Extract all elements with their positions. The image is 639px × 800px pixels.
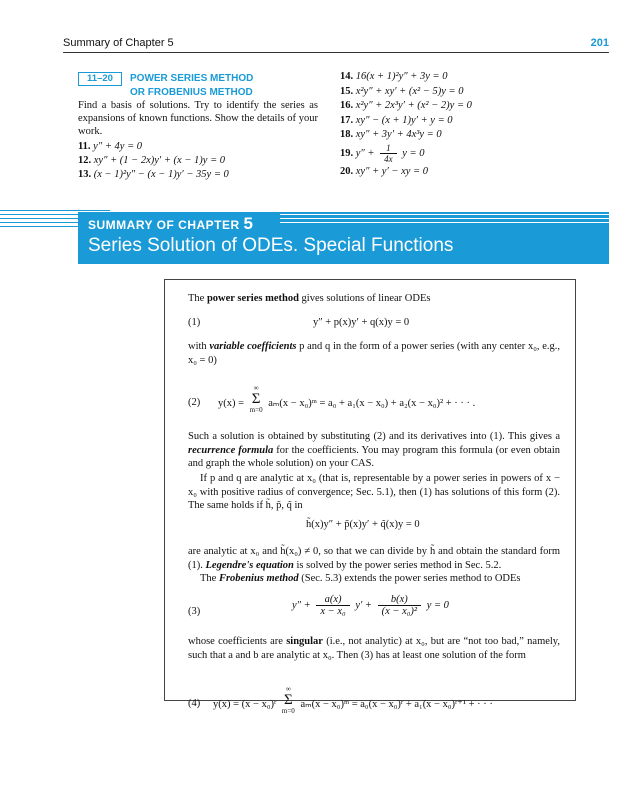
problem-number: 18. <box>340 129 354 140</box>
equation-2-rhs: aₘ(x − x₀)ᵐ = a₀ + a₁(x − x₀) + a₂(x − x₀)² + · · · . <box>268 398 476 409</box>
equation-4 <box>213 685 493 716</box>
text-span: p and q in the form of a power series (with any center x₀, e.g., x₀ = 0) <box>188 341 560 366</box>
fraction <box>378 594 421 617</box>
equation-1: y″ + p(x)y′ + q(x)y = 0 <box>313 317 410 328</box>
problem-number: 14. <box>340 71 354 82</box>
problem-equation: x²y″ + xy′ + (x² − 5)y = 0 <box>355 85 464 97</box>
header-rule <box>63 52 609 53</box>
problem-item <box>78 140 229 154</box>
term-recurrence-formula: recurrence formula <box>188 444 274 456</box>
summary-paragraph-4: If p and q are analytic at x₀ (that is, representable by a power series in powers of x − x₀ with positive radius of convergence; Sec. 5.1), then (1) has solutions of this form (2). The same holds if h̃, p̃, q̃ in <box>188 473 560 511</box>
problem-equation: xy″ − (x + 1)y′ + y = 0 <box>355 114 453 126</box>
banner-chapter-number: 5 <box>243 214 254 233</box>
problem-equation: 16(x + 1)²y″ + 3y = 0 <box>355 71 448 82</box>
problem-item <box>340 114 472 129</box>
running-head: Summary of Chapter 5 <box>63 37 174 49</box>
banner-decor-lines-right <box>280 210 610 230</box>
summary-paragraph-1 <box>188 292 560 306</box>
fraction-numerator: a(x) <box>316 594 349 606</box>
equation-label-4: (4) <box>188 698 201 709</box>
problem-item <box>78 154 229 168</box>
problem-equation-a: y″ + <box>355 147 375 159</box>
problem-number: 16. <box>340 100 354 111</box>
summary-paragraph-7 <box>188 635 560 662</box>
problem-number: 17. <box>340 114 354 126</box>
problem-number: 20. <box>340 165 354 177</box>
text-span: with <box>188 341 210 352</box>
problem-number: 19. <box>340 147 354 159</box>
text-span: for the coefficients. You may program this formula (or even obtain and graph the whole solution) on your CAS. <box>188 444 560 469</box>
problem-equation: xy″ + (1 − 2x)y′ + (x − 1)y = 0 <box>93 155 226 166</box>
fraction-denominator: x − x₀ <box>320 606 346 617</box>
fraction <box>316 594 349 617</box>
text-span: The <box>188 293 207 304</box>
problem-set-title-line1: POWER SERIES METHOD <box>130 73 254 84</box>
problem-equation: xy″ + 3y′ + 4x³y = 0 <box>355 129 442 140</box>
equation-3-part-c: y = 0 <box>426 599 449 611</box>
sigma-symbol: Σ <box>283 692 293 708</box>
text-span: (i.e., not analytic) at x₀, but are “not too bad,” namely, such that a and b are analytic at x₀. Then (3) has at least one solution of the form <box>188 636 561 661</box>
problem-list-left <box>78 140 229 182</box>
page-number: 201 <box>590 37 609 49</box>
sum-lower-limit: m=0 <box>281 707 295 715</box>
text-span: is solved by the power series method in Sec. 5.2. <box>293 559 502 571</box>
sum-upper-limit: ∞ <box>285 685 291 693</box>
term-frobenius-method: Frobenius method <box>218 573 299 584</box>
sum-lower-limit: m=0 <box>249 406 263 414</box>
fraction-numerator: b(x) <box>378 594 421 606</box>
summary-paragraph-6 <box>188 572 560 586</box>
problem-number: 15. <box>340 85 354 97</box>
sigma-symbol: Σ <box>251 391 261 407</box>
problem-number: 11. <box>78 141 91 152</box>
problem-item <box>340 99 472 114</box>
equation-3-part-b: y′ + <box>355 599 372 611</box>
text-span: (Sec. 5.3) extends the power series method to ODEs <box>298 573 521 584</box>
summary-paragraph-3 <box>188 430 560 471</box>
summary-paragraph-5 <box>188 545 560 572</box>
equation-label-3: (3) <box>188 606 201 617</box>
text-span: Such a solution is obtained by substituting (2) and its derivatives into (1). This gives a <box>188 431 560 442</box>
equation-2-lhs: y(x) = <box>218 398 245 409</box>
problem-number: 12. <box>78 155 92 166</box>
equation-h: h̃(x)y″ + p̃(x)y′ + q̃(x)y = 0 <box>306 519 420 530</box>
fraction-numerator: 1 <box>380 143 397 154</box>
term-singular: singular <box>286 636 323 647</box>
problem-number: 13. <box>78 169 92 180</box>
sum-upper-limit: ∞ <box>253 384 259 392</box>
problem-equation: y″ + 4y = 0 <box>93 141 143 152</box>
text-span: gives solutions of linear ODEs <box>298 293 431 304</box>
problem-set-title <box>130 72 253 100</box>
problem-item <box>340 128 472 143</box>
equation-4-rhs: aₘ(x − x₀)ᵐ = a₀(x − x₀)ʳ + a₁(x − x₀)ʳ⁺¹ + · · · <box>300 699 493 710</box>
problem-item <box>78 168 229 182</box>
problem-equation: x²y″ + 2x³y′ + (x² − 2)y = 0 <box>355 100 472 111</box>
summary-paragraph-2 <box>188 340 560 367</box>
problem-instructions: Find a basis of solutions. Try to identify the series as expansions of known functions. Show the details of your work. <box>78 100 318 137</box>
equation-label-2: (2) <box>188 397 201 408</box>
banner-title: Series Solution of ODEs. Special Functions <box>88 235 454 256</box>
problem-equation: (x − 1)²y″ − (x − 1)y′ − 35y = 0 <box>93 169 229 180</box>
problem-item <box>340 85 472 100</box>
term-legendre-equation: Legendre's equation <box>205 559 294 571</box>
text-span: are analytic at x₀ and h̃(x₀) ≠ 0, so that we can divide by h̃ and obtain the standard form (1). <box>188 546 560 571</box>
problem-set-title-line2: OR FROBENIUS METHOD <box>130 87 253 98</box>
problem-list-right <box>340 70 472 179</box>
fraction <box>380 143 397 164</box>
term-power-series-method: power series method <box>206 293 299 304</box>
summation <box>282 685 295 716</box>
equation-4-lhs: y(x) = (x − x₀)ʳ <box>213 699 277 710</box>
text-span: The <box>200 573 219 584</box>
problem-item <box>340 70 472 85</box>
equation-label-1: (1) <box>188 317 201 328</box>
banner-kicker <box>88 214 253 234</box>
equation-3-part-a: y″ + <box>292 599 311 611</box>
fraction-denominator: 4x <box>384 153 393 164</box>
summation <box>250 384 263 415</box>
term-variable-coefficients: variable coefficients <box>209 341 297 352</box>
equation-3 <box>292 594 449 617</box>
text-span: whose coefficients are <box>188 636 287 647</box>
problem-equation-b: y = 0 <box>402 147 425 159</box>
problem-equation: xy″ + y′ − xy = 0 <box>355 165 428 177</box>
banner-kicker-text: SUMMARY OF CHAPTER <box>88 218 240 232</box>
problem-range-badge: 11–20 <box>78 72 122 86</box>
problem-item <box>340 165 472 180</box>
equation-2 <box>218 384 475 415</box>
problem-item <box>340 143 472 165</box>
fraction-denominator: (x − x₀)² <box>381 606 418 617</box>
